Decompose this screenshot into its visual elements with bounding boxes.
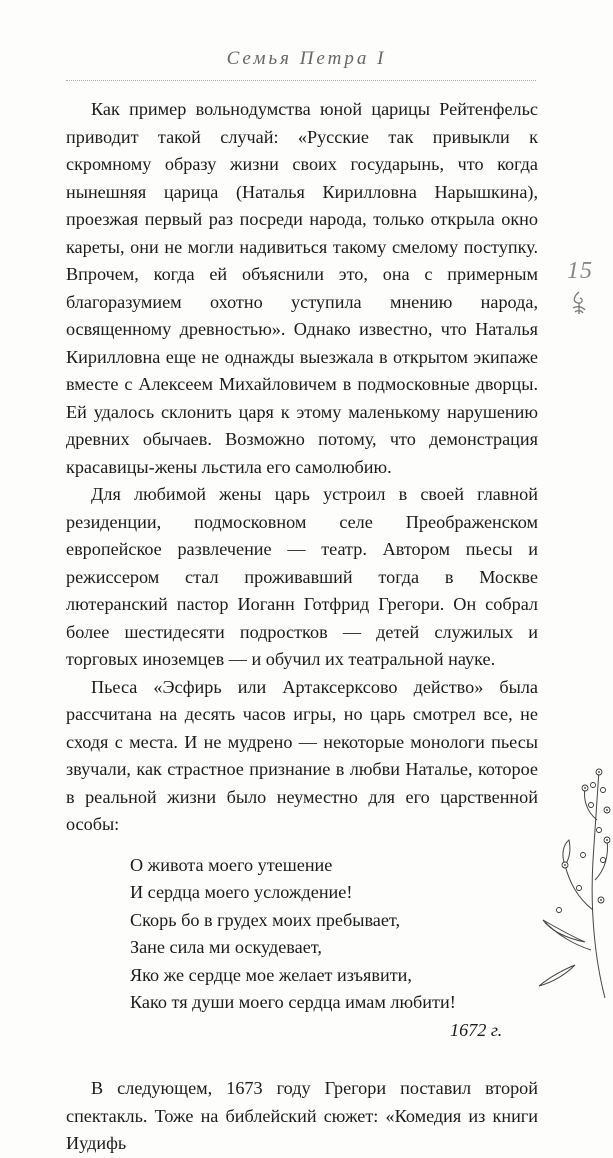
floral-ornament-icon [535, 760, 613, 1000]
paragraph-4: В следующем, 1673 году Грегори поставил второй спектакль. Тоже на библейский сюжет: «Комедия из книги Иудифь [66, 1078, 538, 1153]
header-divider [66, 80, 536, 81]
poem-line: Како тя души моего сердца имам любити! [130, 992, 456, 1012]
poem [130, 852, 538, 1045]
poem-line: Скорь бо в грудех моих пребывает, [130, 909, 401, 930]
poem-line: Зане сила ми оскудевает, [130, 937, 322, 957]
paragraph-3: Пьеса «Эсфирь или Артаксерксово действо» была рассчитана на десять часов игры, но царь смотрел все, не сходя с места. И не мудрено — некоторые монологи пьесы звучали, как страстное признание в любви Наталье, которое в реальной жизни было неуместно для его царственной особы: [66, 676, 538, 834]
poem-date: 1672 г. [450, 1019, 503, 1040]
paragraph-2: Для любимой жены царь устроил в своей главной резиденции, подмосковном селе Преображенском европейское развлечение — театр. Автором пьесы и режиссером стал проживавший тогда в Москве лютеранский пастор Иоганн Готфрид Грегори. Он собрал более шестидесяти подростков — детей служилых и торговых иноземцев — и обучил их театральной науке. [66, 484, 538, 669]
poem-line: О живота моего утешение [130, 854, 333, 875]
poem-line: Яко же сердце мое желает изъявити, [130, 964, 412, 985]
flourish-ornament-icon [568, 290, 590, 316]
poem-line: И сердца моего услождение! [130, 882, 353, 902]
body-text [66, 96, 538, 1158]
paragraph-1: Как пример вольнодумства юной царицы Рейтенфельс приводит такой случай: «Русские так привыкли к скромному образу жизни своих государынь, что когда нынешняя царица (Наталья Кирилловна Нарышкина), проезжая первый раз посреди народа, только открыла окно кареты, они не могли надивиться такому смелому поступку. Впрочем, когда ей объяснили это, она с примерным благоразумием охотно уступила мнению народа, освященному древностью». Однако известно, что Наталья Кирилловна еще не однажды выезжала в открытом экипаже вместе с Алексеем Михайловичем в подмосковные дворцы. Ей удалось склонить царя к этому маленькому нарушению древних обычаев. Возможно потому, что демонстрация красавицы-жены льстила его самолюбию. [66, 99, 538, 477]
running-header: Семья Петра I [226, 48, 387, 69]
page-number: 15 [567, 258, 593, 284]
